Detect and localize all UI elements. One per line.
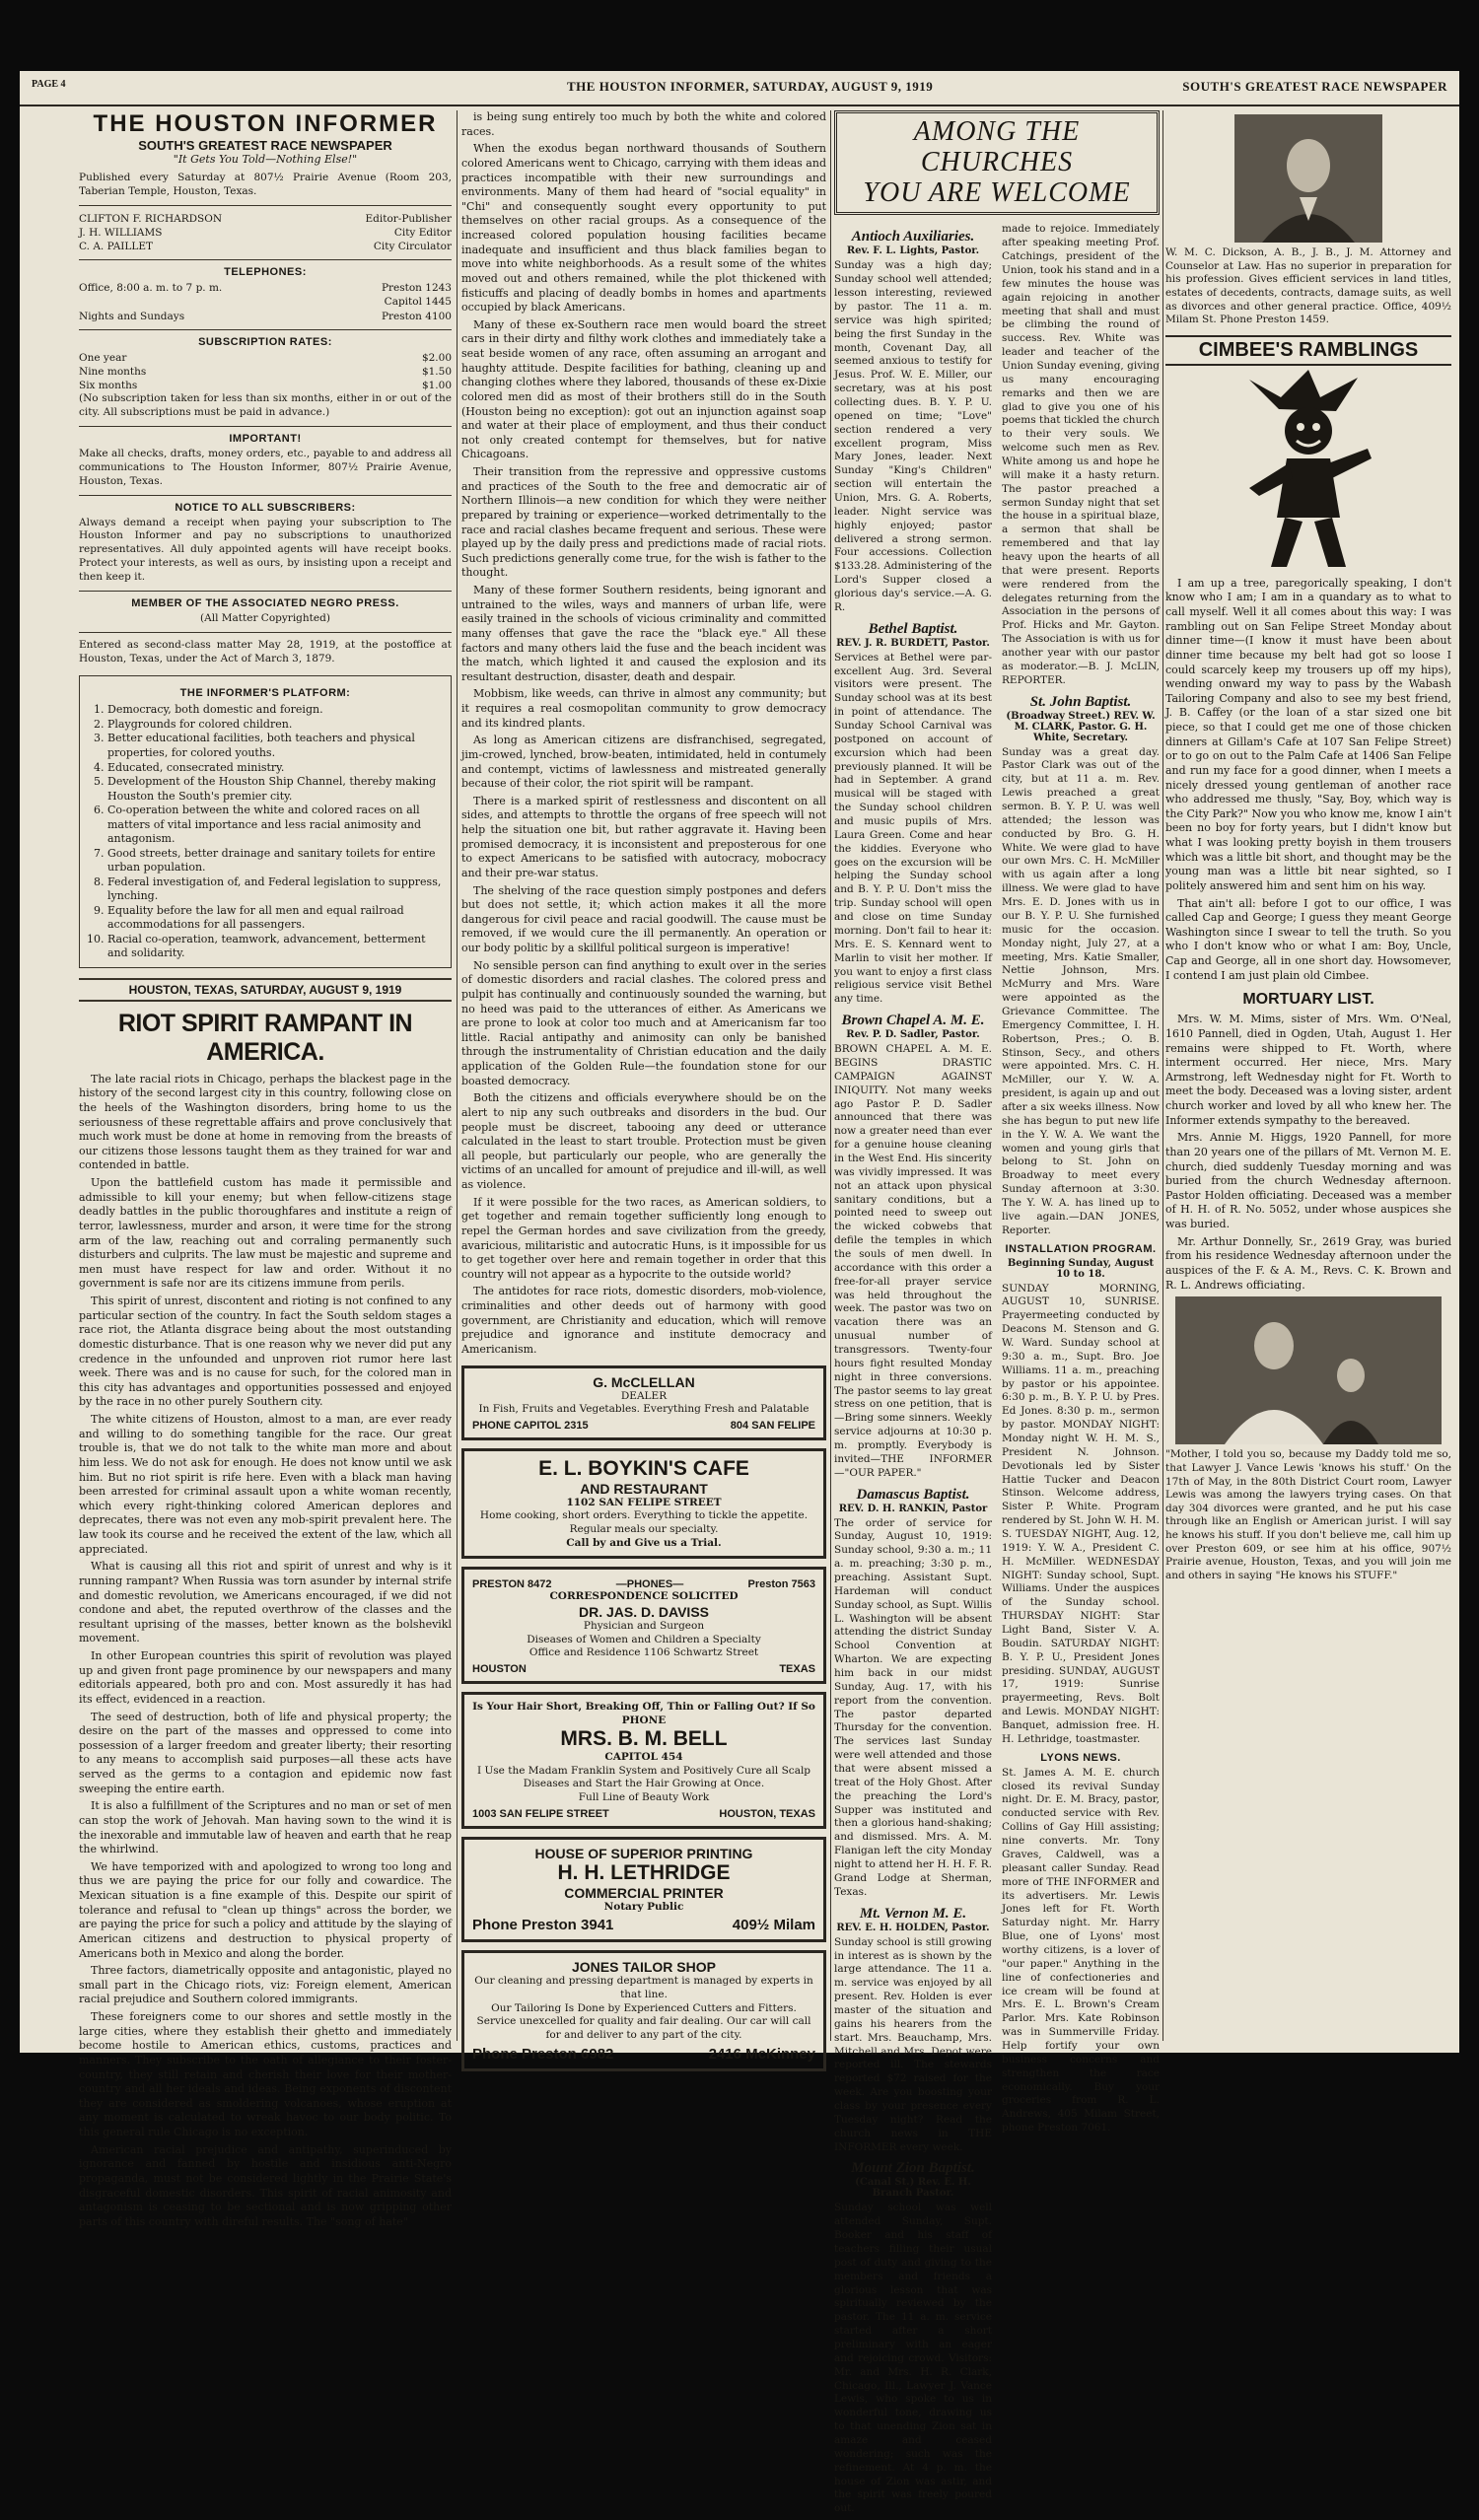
mortuary-entry: Mrs. W. M. Mims, sister of Mrs. Wm. O'Neal, 1610 Pannell, died in Ogden, Utah, August 1. Her remains were shipped to Ft. Worth, where interment occurred. Her niece, Mrs. Mary Armstrong, left Wednesday night for Ft. Worth to meet the body. Deceased was a loving sister, ardent church worker and loved by all who knew her. The Informer extends sympathy to the bereaved. <box>1165 1013 1451 1127</box>
ad-footer: Phone Preston 3941 409½ Milam <box>472 1917 815 1934</box>
ad-top: HOUSE OF SUPERIOR PRINTING <box>534 1845 753 1861</box>
church-report: St. James A. M. E. church closed its revival Sunday night. Dr. E. M. Bracy, pastor, conducted service with Rev. Collins of Gay Hill assisting; nine converts. Mr. Tony Graves, Caldwell, was a pleasant caller Sunday. Read more of THE INFORMER and its advertisers. Mr. Lewis Jones left for Ft. Worth Saturday night. Mr. Harry Blue, one of Lyons' most worthy citizens, is a lover of "our paper." Anything in the line of confectioneries and ice cream will be found at Mrs. E. L. Brown's Cream Parlor. Mrs. Kate Robinson was in Summerville Friday. Help fortify your own business concerns and strengthen the race economically. Buy your groceries from R. L. Andrews, 405 Milam Street, phone Preston 7061. <box>1002 1766 1160 2135</box>
church-pastor: REV. D. H. RANKIN, Pastor <box>838 1503 988 1514</box>
subscription-heading: SUBSCRIPTION RATES: <box>198 335 332 348</box>
ad-sub: PHONE <box>621 1714 667 1726</box>
ad-address: 1102 SAN FELIPE STREET <box>566 1496 722 1508</box>
ad-name: MRS. B. M. BELL <box>560 1727 728 1751</box>
editorial-paragraph: Mobbism, like weeds, can thrive in almost any community; but it requires a real cosmopolitan community to grow democracy and its kindred plants. <box>461 687 826 730</box>
ad-footer: 1003 SAN FELIPE STREET HOUSTON, TEXAS <box>472 1807 815 1820</box>
ad-sub: AND RESTAURANT <box>580 1480 708 1497</box>
mother-child-figure-icon <box>1185 1306 1432 1444</box>
rate-row: One year $2.00 <box>79 351 452 364</box>
ad-sub: CORRESPONDENCE SOLICITED <box>549 1590 739 1603</box>
editorial-paragraph: The shelving of the race question simply postpones and defers but does not settle, it; which action makes it all the more dangerous for civil peace and racial goodwill. The cause must be removed, if we would cure the ill permanently. An operation or our body politic by a skillful political surgeon is imperative! <box>461 883 826 954</box>
ad-line: Is Your Hair Short, Breaking Off, Thin or Falling Out? If So <box>472 1700 815 1713</box>
entered-note: Entered as second-class matter May 28, 1919, at the postoffice at Houston, Texas, under the Act of March 3, 1879. <box>79 638 452 665</box>
editorial-paragraph: is being sung entirely too much by both the white and colored races. <box>461 110 826 138</box>
page-header <box>20 71 1459 106</box>
church-name: Brown Chapel A. M. E. <box>841 1013 985 1029</box>
churches-subcolumn-left <box>834 223 992 2520</box>
editorial-paragraph: The late racial riots in Chicago, perhaps the blackest page in the history of the second largest city in this country, following close on the heels of the Washington disorders, bring home to us the seriousness of these regrettable affairs and prove conclusively that much work must be done at home in removing from the breasts of our citizens those lessons taught them as they trained for war and contended in battle. <box>79 1072 452 1172</box>
ad-sub: DEALER <box>620 1389 668 1402</box>
published-info: Published every Saturday at 807½ Prairie Avenue (Room 203, Taberian Temple, Houston, Texas. <box>79 172 452 197</box>
editorial-paragraph: Upon the battlefield custom has made it permissible and admissible to kill your enemy; but when fellow-citizens stage deadly battles in the public thoroughfares and institute a reign of terror, lawlessness, murder and arson, it were time for the strong arm of the law, reaching out and corraling permanently such disturbers and culprits. The law must be majestic and supreme and men must have respect for law and order. Without it no government is safe nor are its citizens immune from perils. <box>79 1176 452 1291</box>
staff-row: CLIFTON F. RICHARDSON Editor-Publisher <box>79 212 452 225</box>
ad-line: I Use the Madam Franklin System and Positively Cure all Scalp Diseases and Start the Hair Growing at Once. <box>476 1764 811 1790</box>
editorial-paragraph: The white citizens of Houston, almost to a man, are ever ready and willing to do something tangible for the race. Our great trouble is, that we do not talk to the white man more and about him less. We do not ask for enough. He does not know until we ask him. But no riot spirit is rife here. Even with a black man having been arrested for criminal assault upon a white woman recently, which every right-thinking colored American deplores and deprecates, there was not even any mob-spirit prevalent here. The law took its course and he received the extent of the law, which all appreciated. <box>79 1413 452 1556</box>
church-report: Sunday school was well attended Sunday, Supt. Booker and his staff of teachers filling their usual post of duty and giving to the members and friends a glorious lesson that was spiritually reviewed by the pastor. The 11 a. m. service started after a short preliminary with an eager and rejoicing crowd. Visitors: Mr. and Mrs. H. R. Clark, Chicago, Ill., Lawyer J. Vance Lewis, who spoke to us in wonderful tone, drawing us to that unending Zion sat in amaze and ceased wondering; such was the refinement. At 4 p. m. the house of Zion was astir, and the spirit was freely poured out. <box>834 2202 992 2515</box>
church-name: Damascus Baptist. <box>856 1486 970 1503</box>
ad-name: G. McCLELLAN <box>593 1373 695 1390</box>
ad-mrs-bell <box>461 1692 826 1829</box>
platform-item: 1. Democracy, both domestic and foreign. <box>107 703 443 718</box>
notice-heading: NOTICE TO ALL SUBSCRIBERS: <box>175 501 356 514</box>
ad-name: JONES TAILOR SHOP <box>572 1959 716 1976</box>
ad-line: In Fish, Fruits and Vegetables. Everything Fresh and Palatable <box>478 1403 810 1416</box>
platform-item: 6. Co-operation between the white and colored races on all matters of vital importance and less racial animosity and antagonism. <box>107 804 443 847</box>
column-masthead <box>79 110 452 2228</box>
important-text: Make all checks, drafts, money orders, etc., payable to and address all communications to The Houston Informer, 807½ Prairie Avenue, Houston, Texas. <box>79 447 452 487</box>
portrait-photo <box>1234 114 1382 243</box>
churches-banner <box>834 110 1160 215</box>
ad-line: Home cooking, short orders. Everything to tickle the appetite. Regular meals our specialty. <box>479 1509 809 1536</box>
churches-subcolumn-right <box>1002 223 1160 2520</box>
ad-sub: COMMERCIAL PRINTER <box>564 1884 724 1901</box>
important-heading: IMPORTANT! <box>229 432 302 445</box>
masthead-subtitle: SOUTH'S GREATEST RACE NEWSPAPER <box>138 138 392 153</box>
rate-row: Six months $1.00 <box>79 380 452 392</box>
editorial-paragraph: These foreigners come to our shores and settle mostly in the large cities, where they establish their ghetto and immediately become hostile to American ethics, customs, practices and manners. They subscribe to the oath of allegiance to their foster-country, they still retain and cherish their love for their mother-country and all her ideals and ideas. Being exponents of discontent they are considered as smoldering volcanoes, whose eruption at any moment is calculated to wreak havoc to our body politic. To this general rule Chicago is no exception. <box>79 2010 452 2139</box>
column-rule <box>1162 110 1163 2041</box>
editorial-paragraph: Both the citizens and officials everywhere should be on the alert to nip any such outbreaks and disorders in the bud. Our people must be discreet, tabooing any deed or utterance calculated in the least to start trouble. Protection must be given all people, but particularly our people, who are generally the victims of an uncalled for amount of prejudice and ill-will, as well as violence. <box>461 1091 826 1191</box>
editorial-paragraph: This spirit of unrest, discontent and rioting is not confined to any particular section of the country. In fact the South seldom stages a race riot, the Atlanta disgrace being about the most outstanding domestic disturbance. That is one reason why we never did put any credence in the unfounded and unproven riot rumor here last week. There was and is no cause for such, for the colored man in this city has advantages and opportunities possessed and enjoyed by the race in no other purely Southern city. <box>79 1295 452 1409</box>
church-name: St. John Baptist. <box>1029 693 1132 710</box>
church-report: made to rejoice. Immediately after speaking meeting Prof. Catchings, president of the Union, took his stand and in a few minutes the house was again rejoicing in another meeting that shall and must be climbing the round of success. Rev. White was leader and teacher of the Union Sunday evening, giving us many encouraging remarks and then we are glad to give you one of his poems that tickled the church to their very souls. We welcome such men as Rev. White among us and hope he will make it a hasty return. The pastor preached a sermon Sunday night that set the house in a spiritual blaze, a sermon that shall be remembered and that lay heavy upon the hearts of all that were present. Reports were rendered from the delegates returning from the Association in the persons of Prof. Hicks and Mr. Gayton. The Association is with us for another year with our pastor as moderator.—B. J. McLIN, REPORTER. <box>1002 223 1160 686</box>
ad-footer: Phone Preston 6982 2416 McKinney <box>472 2045 815 2063</box>
platform-item: 10. Racial co-operation, teamwork, advancement, betterment and solidarity. <box>107 933 443 961</box>
ad-line: Our Tailoring Is Done by Experienced Cutters and Fitters. <box>491 2001 797 2014</box>
feature-paragraph: I am up a tree, paregorically speaking, I don't know who I am; I am in a quandary as to what to call myself. Well it all comes about this way: I was rambling out on San Felipe Street Monday about dinner time—(I know it must have been about dinner time because my belt had got so loose I could scarcely keep my trousers up off my hips), wending onward my way to pass by the Wabash Tailoring Company and also to see my best friend, J. B. Caffey (or the loan of a star sized one bit piece, so that I could get me one of those chicken dinners at Gillam's Cafe at 107 San Felipe Street) or to go on out to the Palm Cafe at 1406 San Felipe and run my face for a good dinner, when I meets a nicely dressed young gentleman of another race who addressed me thusly, "Say, Boy, which way is the City Park?" Now you who know me, know I ain't been no boy for forty years, but I didn't know but what I was looking pretty boyish in them trousers which was a little bit short, and thought may be the young man was a little bit near sighted, so I politely answered him and sent him on his way. <box>1165 576 1451 892</box>
ad-boykins-cafe <box>461 1448 826 1560</box>
ad-phones: PRESTON 8472 —PHONES— Preston 7563 <box>472 1578 815 1591</box>
ad-dr-daviss <box>461 1567 826 1684</box>
portrait-caption: W. M. C. Dickson, A. B., J. B., J. M. Attorney and Counselor at Law. Has no superior in preparation for his profession. Gives efficient services in land titles, estates of decedents, contracts, damage suits, as well as divorces and other general practice. Office, 409½ Milam St. Phone Preston 1459. <box>1165 246 1451 326</box>
ad-footer: HOUSTON TEXAS <box>472 1662 815 1675</box>
church-pastor: Rev. F. L. Lights, Pastor. <box>846 245 980 257</box>
platform-item: 9. Equality before the law for all men and equal railroad accommodations for all passengers. <box>107 904 443 933</box>
platform-list <box>88 703 443 960</box>
church-report: The order of service for Sunday, August 10, 1919: Sunday school, 9:30 a. m.; 11 a. m. preaching; 3:30 p. m., preaching. Assistant Supt. Hardeman will conduct Sunday school, as Supt. Willis L. Washington will be absent attending the district Sunday School Convention at Wharton. We are expecting him back in our midst Sunday, Aug. 17, with his report from the convention. The pastor departed Thursday for the convention. The services last Sunday were well attended and those that were absent missed a treat of the Holy Ghost. After the preaching the Lord's Supper was instituted and then a glorious hand-shaking; and dismissed. Mrs. A. M. Flanigan left the city Monday night to attend her H. H. F. R. Grand Lodge at Sherman, Texas. <box>834 1516 992 1898</box>
church-pastor: Beginning Sunday, August 10 to 18. <box>1007 1257 1155 1280</box>
editorial-paragraph: The seed of destruction, both of life and physical property; the desire on the part of the masses and oppressed to come into possession of a larger freedom and greater liberty; their resorting to any means to accomplish said purposes—all these acts have served as the germs to a contagion and epidemic now fast sweeping the entire earth. <box>79 1710 452 1795</box>
dateline: HOUSTON, TEXAS, SATURDAY, AUGUST 9, 1919 <box>79 978 452 1002</box>
editorial-paragraph: Their transition from the repressive and oppressive customs and practices of the South to the free and democratic air of Northern Illinois—a new condition for which they were neither prepared by training or experience—worked detrimentally to the race and racial clashes became frequent and serious. These were played up by the daily press and predictions made of racial riots. Such predictions generally come true, for the wish is father to the thought. <box>461 465 826 580</box>
ad-line: Our cleaning and pressing department is managed by experts in that line. <box>474 1975 813 2001</box>
page-number: PAGE 4 <box>32 79 66 90</box>
church-pastor: Rev. P. D. Sadler, Pastor. <box>846 1029 980 1041</box>
column-right <box>1165 110 1451 2041</box>
platform-item: 8. Federal investigation of, and Federal legislation to suppress, lynching. <box>107 875 443 904</box>
member-line: MEMBER OF THE ASSOCIATED NEGRO PRESS. <box>131 596 399 609</box>
ad-line: Full Line of Beauty Work <box>578 1791 710 1804</box>
ad-mcclellan <box>461 1365 826 1440</box>
ad-jones-tailor <box>461 1950 826 2070</box>
editorial-paragraph: When the exodus began northward thousands of Southern colored Americans went to Chicago, carrying with them ideas and practices incompatible with their new surroundings and environments. Many of them had heard of "social equality" in "Chi" and consequently sought every opportunity to put themselves on other racial groups. As a consequence of the increased colored population housing facilities became inadequate and insufficient and thus black families began to move into white neighborhoods. As a result some of the whites moved out and others remained, while the plot thickened with fisticuffs and placing of deadly bombs in homes and apartments occupied by black Americans. <box>461 142 826 315</box>
column-rule <box>830 110 831 2041</box>
masthead-motto: "It Gets You Told—Nothing Else!" <box>173 153 358 166</box>
jester-figure-icon <box>1210 370 1407 577</box>
notice-text: Always demand a receipt when paying your subscription to The Houston Informer and pay no subscriptions to unauthorized representatives. All duly appointed agents will have receipt books. Protect your interests, as well as ours, by insisting upon a receipt and then keep it. <box>79 516 452 583</box>
editorial-paragraph: Many of these ex-Southern race men would board the street cars in their dirty and filthy work clothes and immediately take a seat beside women of any race, often assuming an arrogant and haughty attitude. Despite facilities for bathing, cleaning up and changing clothes where they labored, thousands of these ex-Dixie colored men did as most of their brothers still do in the South (Houston being no exception): got out an injunction against soap and water at their place of employment, and thus their conduct not only created contempt for themselves, but for native Chicagoans. <box>461 317 826 461</box>
platform-item: 7. Good streets, better drainage and sanitary toilets for entire urban population. <box>107 847 443 875</box>
platform-title: THE INFORMER'S PLATFORM: <box>179 687 351 700</box>
cimbee-illustration <box>1165 370 1451 577</box>
church-report: Sunday was a high day; Sunday school well attended; lesson interesting, reviewed by pastor. The 11 a. m. service was high spirited; being the first Sunday in the month, Covenant Day, all seemed anxious to testify for Jesus. Prof. W. E. Miller, our secretary, was at his post collecting dues. B. Y. P. U. opened on time; "Love" section rendered a very excellent program, Miss Mary Jones, leader. Next Sunday "King's Children" section will entertain the Union, Mrs. G. A. Roberts, leader. Night service was highly enjoyed; pastor delivered a strong sermon. Four accessions. Collection $133.28. Administering of the Lord's Supper closed a glorious day's service.—A. G. R. <box>834 259 992 613</box>
church-name: Mount Zion Baptist. <box>851 2160 975 2177</box>
running-head: THE HOUSTON INFORMER, SATURDAY, AUGUST 9, 1919 <box>567 79 934 94</box>
editorial-paragraph: Many of these former Southern residents, being ignorant and untrained to the wiles, ways and manners of urban life, were easily trained in the schools of vicious criminality and committed many offenses that gave the race the "black eye." All these factors and many others laid the fuse and the beach incident was the match, which lighted it and caused the explosion and its resultant destruction, disaster, death and despair. <box>461 584 826 683</box>
platform-box <box>79 675 452 967</box>
copyright-note: (All Matter Copyrighted) <box>200 611 330 624</box>
ad-footer: PHONE CAPITOL 2315 804 SAN FELIPE <box>472 1419 815 1432</box>
mortuary-entry: Mrs. Annie M. Higgs, 1920 Pannell, for more than 20 years one of the pillars of Mt. Vernon M. E. church, died suddenly Tuesday morning and was buried from the church Wednesday afternoon. Pastor Holden officiating. Deceased was a member of H. H. of R. No. 5052, under whose auspices she was buried. <box>1165 1131 1451 1231</box>
church-report: Services at Bethel were par-excellent Aug. 3rd. Several visitors were present. The Sunday school was at its best in point of attendance. The Sunday School Carnival was postponed on account of excursion which had been previously planned. It will be had in September. A grand musical will be staged with the Sunday school children and music pupils of Mrs. Laura Green. Come and hear the kiddies. Everyone who goes on the excursion will be helping the Sunday school and B. Y. P. U. Don't miss the trip. Sunday school will open and close on time Sunday morning. Don't fail to hear it: Mrs. E. S. Kennard went to Marlin to visit her mother. If you want to enjoy a first class religious service visit Bethel any time. <box>834 651 992 1006</box>
ad-name: E. L. BOYKIN'S CAFE <box>538 1456 749 1480</box>
platform-item: 4. Educated, consecrated ministry. <box>107 761 443 776</box>
editorial-paragraph: Three factors, diametrically opposite and antagonistic, played no small part in the Chicago riots, viz: Foreign element, American racial prejudice and Southern colored immigrants. <box>79 1964 452 2006</box>
column-editorial-continued <box>461 110 826 2063</box>
editorial-paragraph: No sensible person can find anything to exult over in the series of domestic disorders and racial clashes. The colored press and pulpit has continually and continuously sounded the warning, but no heed was paid to the utterances of either. As Americans we are prone to look at color too much and at Americanism far too little. Racial antipathy and animosity can only be banished through the instrumentality of Christian education and the daily application of the Golden Rule—the foundation stone for our boasted democracy. <box>461 958 826 1087</box>
ad-line: Physician and Surgeon <box>583 1619 705 1632</box>
family-caption: "Mother, I told you so, because my Daddy told me so, that Lawyer J. Vance Lewis 'knows his stuff.' On the 17th of May, in the 80th District Court room, Lawyer Lewis was among the lawyers trying cases. On that day 304 divorces were granted, and he put his case through like an English or American jurist. I will say he knows his stuff. If you don't believe me, call him up over Preston 609, or see him at his office, 907½ Prairie avenue, Houston, Texas, and you will join me and others in saying "He knows his STUFF." <box>1165 1448 1451 1581</box>
family-photo <box>1175 1296 1442 1444</box>
church-name: INSTALLATION PROGRAM. <box>1005 1242 1157 1255</box>
mortuary-title: MORTUARY LIST. <box>1242 991 1374 1009</box>
telephones-heading: TELEPHONES: <box>224 266 307 279</box>
ad-name: H. H. LETHRIDGE <box>557 1860 731 1884</box>
church-report: SUNDAY MORNING, AUGUST 10, SUNRISE. Prayermeeting conducted by Deacons M. Stenson and G. W. Ward. Sunday school at 9:30 a. m., Supt. Bro. Joe Williams. 11 a. m., preaching by pastor or his appointee. 6:30 p. m., B. Y. P. U. by Pres. Ed Jones. 8:30 p. m., sermon by pastor. MONDAY NIGHT: Monday night W. H. M. S., President N. Johnson. Devotionals led by Sister Hattie Tucker and Deacon Stinson. Welcome address, Sister P. White. Program rendered by St. John W. H. M. S. TUESDAY NIGHT, Aug. 12, 1919: Y. W. A., President C. H. McMiller. WEDNESDAY NIGHT: Sunday school, Supt. Williams. Under the auspices of the Sunday school. THURSDAY NIGHT: Star Light Band, Sister V. A. Boudin. SATURDAY NIGHT: B. Y. P. U., President Jones presiding. SUNDAY, AUGUST 17, 1919: Sunrise prayermeeting, Revs. Bolt and Lewis. MONDAY NIGHT: Banquet, admission free. H. H. Lethridge, toastmaster. <box>1002 1282 1160 1745</box>
church-name: Bethel Baptist. <box>868 620 958 637</box>
church-report: BROWN CHAPEL A. M. E. BEGINS DRASTIC CAMPAIGN AGAINST INIQUITY. Not many weeks ago Pastor P. D. Sadler announced that there was now a greater need than ever for a genuine house cleaning in the West End. His sincerity was vividly impressed. It was not an attack upon physical sanitary conditions, but a pointed need to sweep out the wicked cobwebs that defile the temples in which the souls of men dwell. In accordance with this order a free-for-all prayer service was held throughout the week. The pastor was two on vacation there was an unusual number of transgressors. Twenty-four hours fight resulted Monday night in three conversions. The pastor seems to lay great stress on one petition, that is—Bring some sinners. Weekly service adjourns at 10:30 p. m. promptly. Everybody is invited—THE INFORMER—"OUR PAPER." <box>834 1043 992 1479</box>
mortuary-entry: Mr. Arthur Donnelly, Sr., 2619 Gray, was buried from his residence Wednesday afternoon under the auspices of the F. & A. M., Revs. C. K. Brown and R. L. Andrews officiating. <box>1165 1234 1451 1292</box>
church-name: Mt. Vernon M. E. <box>859 1905 967 1922</box>
editorial-paragraph: It is also a fulfillment of the Scriptures and no man or set of men can stop the work of Jehovah. Man having sown to the wind it is the inexorable and immutable law of heaven and earth that he reap the whirlwind. <box>79 1799 452 1856</box>
editorial-paragraph: There is a marked spirit of restlessness and discontent on all sides, and attempts to throttle the organs of free speech will not help the situation one bit, but rather aggravate it. Having been promised democracy, it is inconsistent and preposterous for one to expect Americans to be satisfied with autocracy, mobocracy and their pre-war status. <box>461 794 826 879</box>
staff-row: C. A. PAILLET City Circulator <box>79 241 452 253</box>
column-churches <box>834 110 1160 2515</box>
platform-item: 2. Playgrounds for colored children. <box>107 718 443 733</box>
staff-row: J. H. WILLIAMS City Editor <box>79 226 452 239</box>
church-report: Sunday was a great day. Pastor Clark was out of the city, but at 11 a. m. Rev. Lewis preached a great sermon. B. Y. P. U. was well attended; the lesson was conducted by Bro. G. H. White. We were glad to have our own Mrs. C. H. McMiller with us again after a long illness. We were glad to have Mrs. E. D. Jones with us in our B. Y. P. U. She furnished music for the occasion. Monday night, July 27, at a meeting, Mrs. Katie Smaller, Nettie Johnson, Mrs. McMurry and Mrs. Ware were appointed as the Grievance Committee. The Emergency Committee, I. H. Robertson, Pres.; O. B. Stinson, Secy., and others were appointed. Mrs. C. H. McMiller, our Y. W. A. president, is again up and out after a six weeks illness. Now she has begun to put new life in the Y. W. A. We want the women and young girls that belong to St. John on Broadway to meet every Sunday afternoon at 3:30. The Y. W. A. has lined up to live again.—DAN JONES, Reporter. <box>1002 745 1160 1236</box>
feature-title: CIMBEE'S RAMBLINGS <box>1165 335 1451 366</box>
banner-line: YOU ARE WELCOME <box>863 176 1131 208</box>
church-name: LYONS NEWS. <box>1040 1751 1121 1764</box>
telephone-row: Nights and Sundays Preston 4100 <box>79 310 452 322</box>
masthead-title: THE HOUSTON INFORMER <box>93 110 438 137</box>
ad-name: DR. JAS. D. DAVISS <box>579 1603 709 1620</box>
ad-line: Service unexcelled for quality and fair dealing. Our car will call for and deliver to any part of the city. <box>476 2015 811 2041</box>
ad-line: Office and Residence 1106 Schwartz Street <box>528 1646 759 1659</box>
church-pastor: (Broadway Street.) REV. W. M. CLARK, Pastor. G. H. White, Secretary. <box>1006 710 1156 743</box>
church-name: Antioch Auxiliaries. <box>851 229 975 245</box>
banner-line: AMONG THE CHURCHES <box>913 116 1081 177</box>
editorial-paragraph: American racial prejudice and antipathy, superinduced by ignorance and fanned by hostile and insidious anti-Negro propaganda, must not be considered lightly in the Prairie State's disgraceful domestic disorders. This spirit of racial animosity and antagonism is ceasing to be sectional and is now gripping other parts of this country with direful results. The "song of hate" <box>79 2142 452 2228</box>
newspaper-page <box>20 71 1459 2515</box>
church-pastor: REV. J. R. BURDETT, Pastor. <box>836 637 990 649</box>
running-head-right: SOUTH'S GREATEST RACE NEWSPAPER <box>1182 79 1447 94</box>
ad-line: Diseases of Women and Children a Specialty <box>527 1633 761 1645</box>
editorial-headline: RIOT SPIRIT RAMPANT IN AMERICA. <box>117 1009 413 1066</box>
telephone-row: Capitol 1445 <box>384 296 452 309</box>
platform-item: 5. Development of the Houston Ship Channel, thereby making Houston the South's premier city. <box>107 775 443 804</box>
ad-phone: CAPITOL 454 <box>604 1751 683 1764</box>
subscription-note: (No subscription taken for less than six months, either in or out of the city. All subscriptions must be paid in advance.) <box>79 392 452 419</box>
column-rule <box>457 110 458 2041</box>
feature-paragraph: That ain't all: before I got to our office, I was called Cap and George; I guess they meant George Washington since I swear to tell the truth. So you who I don't know who or what I am: Boy, Uncle, Cap and George, all in one short day. Howsomever, I contend I am just plain old Cimbee. <box>1165 896 1451 982</box>
editorial-paragraph: As long as American citizens are disfranchised, segregated, jim-crowed, lynched, brow-beaten, intimidated, held in contumely and contempt, victims of lawlessness and mistreated generally because of their color, the riot spirit will be rampant. <box>461 734 826 791</box>
ad-line: Notary Public <box>603 1900 684 1913</box>
ad-line: Call by and Give us a Trial. <box>566 1536 722 1549</box>
platform-item: 3. Better educational facilities, both teachers and physical properties, for colored youths. <box>107 732 443 760</box>
rate-row: Nine months $1.50 <box>79 365 452 378</box>
editorial-paragraph: If it were possible for the two races, as American soldiers, to get together and remain together sufficiently long enough to repel the German hordes and save civilization from the greedy, avaricious, militaristic and autocratic Huns, is it impossible for us to get together over here and remain together in order that this country will not appear as a hypocrite to the outside world? <box>461 1195 826 1281</box>
church-report: Sunday school is still growing in interest as is shown by the large attendance. The 11 a. m. service was enjoyed by all present. Rev. Holden is ever master of the situation and gains his hearers from the start. Mrs. Beauchamp, Mrs. Mitchell and Mrs. Depot were reported ill. The stewards reported $72 raised for the week. Are you boosting your class by your presence every Tuesday night? Read the church news in THE INFORMER every week. <box>834 1935 992 2153</box>
portrait-figure-icon <box>1254 126 1363 243</box>
editorial-paragraph: In other European countries this spirit of revolution was played up and given front page prominence by our newspapers and many editorials appeared, both pro and con. Most assuredly it has had its effect, evidenced in a reaction. <box>79 1649 452 1706</box>
editorial-paragraph: We have temporized with and apologized to wrong too long and thus we are paying the price for our folly and cowardice. The Mexican situation is a fine example of this. Despite our spirit of tolerance and refusal to "clean up things" across the border, we are paying the price for such a policy and attitude by the slaying of American citizens and destruction to physical property of Americans both in Mexico and along the border. <box>79 1859 452 1960</box>
church-pastor: (Canal St.) Rev. E. H. Branch Pastor. <box>855 2177 971 2200</box>
editorial-paragraph: What is causing all this riot and spirit of unrest and why is it running rampant? When Russia was torn asunder by internal strife and domestic revolution, we Americans encouraged, if we did not condone and abet, the reputed overthrow of the classes and the resultant uprising of the masses, better known as the bolshevikl movement. <box>79 1560 452 1645</box>
church-pastor: REV. E. H. HOLDEN, Pastor. <box>836 1922 990 1933</box>
editorial-paragraph: The antidotes for race riots, domestic disorders, mob-violence, criminalities and other deeds out of harmony with good government, are Christianity and education, which will remove prejudice and ignorance and institute democracy and Americanism. <box>461 1285 826 1356</box>
telephone-row: Office, 8:00 a. m. to 7 p. m. Preston 1243 <box>79 282 452 295</box>
ad-lethridge <box>461 1837 826 1943</box>
